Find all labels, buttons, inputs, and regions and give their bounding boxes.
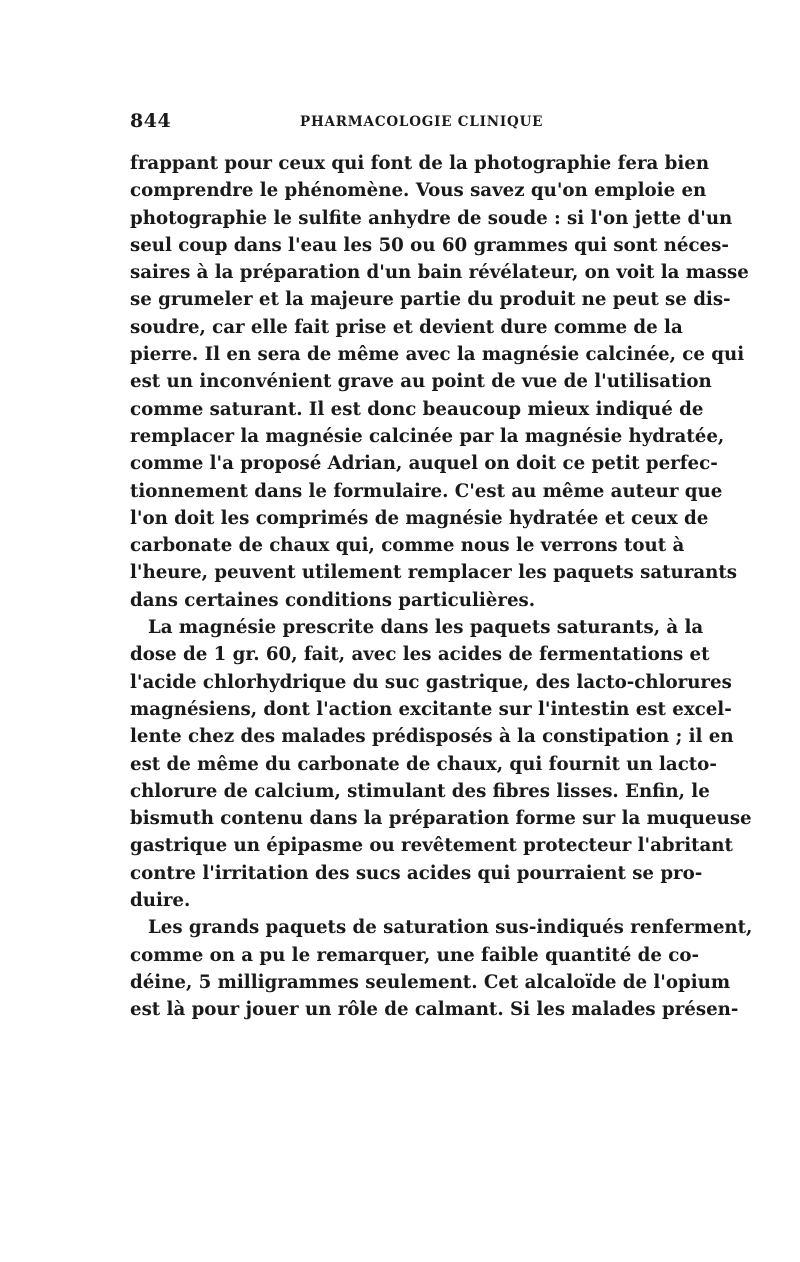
page-number: 844: [130, 110, 172, 132]
text-line: se grumeler et la majeure partie du produit ne peut se dis-: [130, 289, 731, 311]
text-line: contre l'irritation des sucs acides qui pourraient se pro-: [130, 862, 703, 884]
text-line: comme l'a proposé Adrian, auquel on doit ce petit perfec-: [130, 453, 718, 475]
text-line: l'on doit les comprimés de magnésie hydratée et ceux de: [130, 507, 709, 529]
text-line: déine, 5 milligrammes seulement. Cet alcaloïde de l'opium: [130, 971, 731, 993]
text-line: soudre, car elle fait prise et devient dure comme de la: [130, 316, 683, 338]
text-line: l'acide chlorhydrique du suc gastrique, des lacto-chlorures: [130, 671, 732, 693]
text-line: gastrique un épipasme ou revêtement protecteur l'abritant: [130, 835, 733, 857]
text-line: carbonate de chaux qui, comme nous le verrons tout à: [130, 535, 685, 557]
page-header: [130, 110, 675, 136]
text-line: remplacer la magnésie calcinée par la magnésie hydratée,: [130, 425, 725, 447]
running-title: PHARMACOLOGIE CLINIQUE: [300, 114, 544, 130]
text-line: frappant pour ceux qui font de la photographie fera bien: [130, 153, 710, 174]
text-line: comme saturant. Il est donc beaucoup mieux indiqué de: [130, 398, 704, 420]
text-line: Les grands paquets de saturation sus-indiqués renferment,: [148, 917, 753, 939]
text-line: magnésiens, dont l'action excitante sur l'intestin est excel-: [130, 698, 732, 720]
text-line: comme on a pu le remarquer, une faible quantité de co-: [130, 944, 700, 966]
text-line: l'heure, peuvent utilement remplacer les paquets saturants: [130, 562, 737, 584]
text-line: comprendre le phénomène. Vous savez qu'on emploie en: [130, 180, 707, 202]
text-line: chlorure de calcium, stimulant des fibres lisses. Enfin, le: [130, 780, 710, 802]
text-line: est là pour jouer un rôle de calmant. Si les malades présen-: [130, 999, 739, 1021]
text-line: lente chez des malades prédisposés à la constipation ; il en: [130, 726, 734, 748]
text-line: photographie le sulfite anhydre de soude : si l'on jette d'un: [130, 207, 733, 229]
text-line: duire.: [130, 890, 191, 912]
text-line: seul coup dans l'eau les 50 ou 60 grammes qui sont néces-: [130, 234, 729, 256]
text-line: est un inconvénient grave au point de vue de l'utilisation: [130, 371, 712, 393]
text-line: pierre. Il en sera de même avec la magnésie calcinée, ce qui: [130, 344, 745, 366]
text-line: saires à la préparation d'un bain révélateur, on voit la masse: [130, 262, 749, 284]
body-text: [130, 150, 753, 1024]
text-line: dans certaines conditions particulières.: [130, 589, 536, 611]
text-line: est de même du carbonate de chaux, qui fournit un lacto-: [130, 753, 717, 775]
text-line: bismuth contenu dans la préparation forme sur la muqueuse: [130, 808, 752, 830]
text-line: La magnésie prescrite dans les paquets saturants, à la: [148, 617, 704, 639]
text-line: tionnement dans le formulaire. C'est au même auteur que: [130, 480, 723, 502]
text-line: dose de 1 gr. 60, fait, avec les acides de fermentations et: [130, 644, 710, 666]
